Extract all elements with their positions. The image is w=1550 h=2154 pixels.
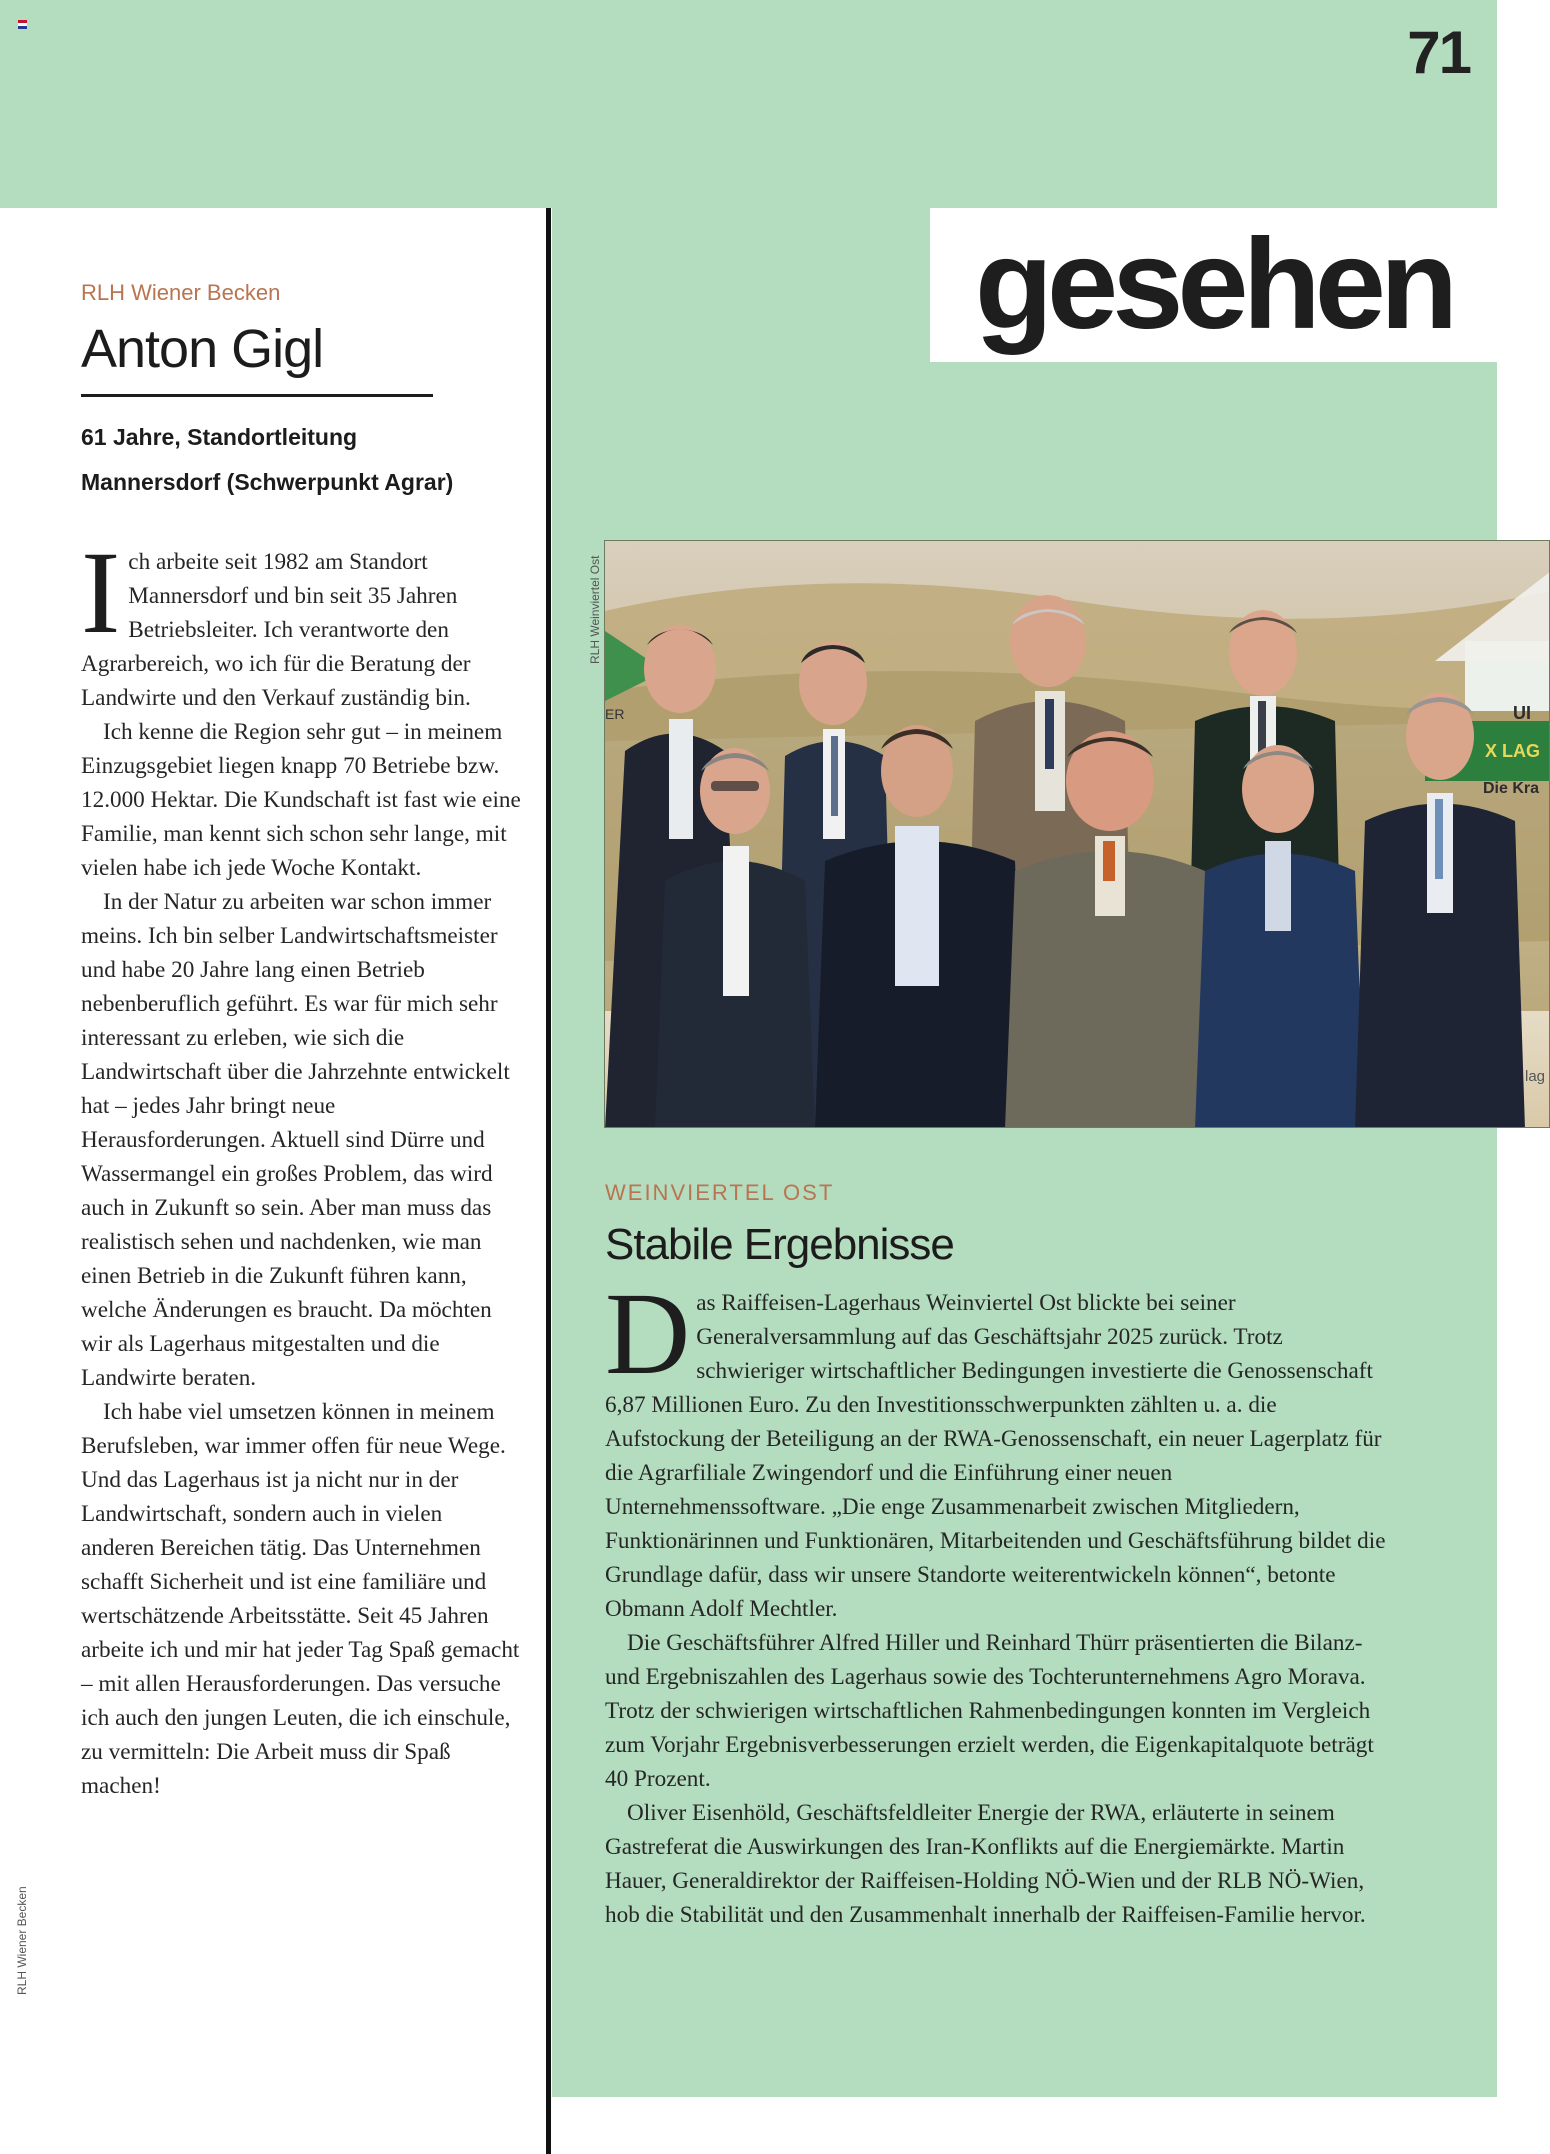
profile-kicker: RLH Wiener Becken	[81, 280, 281, 305]
banner-text: X LAG	[1485, 741, 1541, 761]
article-paragraph: Die Geschäftsführer Alfred Hiller und Reinhard Thürr präsentierten die Bilanz- und Ergebniszahlen des Lagerhaus sowie des Tochterunternehmens Agro Morava. Trotz der schwierigen wirtschaftlichen Rahmenbedingungen konnten im Vergleich zum Vorjahr Ergebnisverbesserungen erzielt werden, die Eigenkapitalquote beträgt 40 Prozent.	[605, 1630, 1374, 1792]
headline-box	[930, 208, 1497, 362]
flag-icon	[18, 20, 27, 29]
profile-paragraph: Ich habe viel umsetzen können in meinem Berufsleben, war immer offen für neue Wege. Und das Lagerhaus ist ja nicht nur in der Landwirtschaft, sondern auch in vielen anderen Bereichen tätig. Das Unternehmen schafft Sicherheit und ist eine familiäre und wertschätzende Arbeitsstätte. Seit 45 Jahren arbeite ich und mir hat jeder Tag Spaß gemacht – mit allen Herausforderungen. Das versuche ich auch den jungen Leuten, die ich einschule, zu vermitteln: Die Arbeit muss dir Spaß machen!	[81, 1399, 520, 1799]
banner-text: UI	[1513, 703, 1531, 723]
article-title: Stabile Ergebnisse	[605, 1220, 954, 1269]
banner-text: Die Kra	[1483, 780, 1540, 797]
dropcap: D	[605, 1268, 691, 1399]
column-divider	[546, 208, 551, 2154]
profile-body	[81, 527, 521, 1803]
article-paragraph: Oliver Eisenhöld, Geschäftsfeldleiter Energie der RWA, erläuterte in seinem Gastreferat die Auswirkungen des Iran-Konflikts auf die Energiemärkte. Martin Hauer, Generaldirektor der Raiffeisen-Holding NÖ-Wien und der RLB NÖ-Wien, hob die Stabilität und den Zusammenhalt innerhalb der Raiffeisen-Familie hervor.	[605, 1800, 1366, 1928]
dropcap: I	[81, 527, 121, 658]
profile-name: Anton Gigl	[81, 319, 324, 379]
name-underline	[81, 394, 433, 397]
profile-paragraph: Ich kenne die Region sehr gut – in meinem Einzugsgebiet liegen knapp 70 Betriebe bzw. 12.000 Hektar. Die Kundschaft ist fast wie eine Familie, man kennt sich schon sehr lange, mit vielen habe ich jede Woche Kontakt.	[81, 719, 521, 881]
profile-article	[81, 280, 521, 1803]
photo-credit: RLH Weinviertel Ost	[588, 555, 602, 664]
profile-meta-line1: 61 Jahre, Standortleitung	[81, 424, 358, 450]
banner-text: ER	[605, 706, 625, 722]
page-number: 71	[1407, 19, 1470, 86]
profile-paragraph	[81, 527, 521, 715]
section-headline: gesehen	[974, 213, 1453, 356]
photo-credit-left: RLH Wiener Becken	[15, 1886, 29, 1995]
profile-paragraph: In der Natur zu arbeiten war schon immer meins. Ich bin selber Landwirtschaftsmeister und habe 20 Jahre lang einen Betrieb nebenberuflich geführt. Es war für mich sehr interessant zu erleben, wie sich die Landwirtschaft über die Jahrzehnte entwickelt hat – jedes Jahr bringt neue Herausforderungen. Aktuell sind Dürre und Wassermangel ein großes Problem, das wird auch in Zukunft so sein. Aber man muss das realistisch sehen und nachdenken, wie man einen Betrieb in die Zukunft führen kann, welche Änderungen es braucht. Da möchten wir als Lagerhaus mitgestalten und die Landwirte beraten.	[81, 889, 510, 1391]
profile-meta	[81, 415, 521, 505]
article-paragraph	[605, 1268, 1395, 1626]
group-photo	[604, 540, 1550, 1128]
paragraph-text: ch arbeite seit 1982 am Standort Mannersdorf und bin seit 35 Jahren Betriebsleiter. Ich verantworte den Agrarbereich, wo ich für die Beratung der Landwirte und den Verkauf zuständig bin.	[81, 549, 471, 711]
group-photo-illustration	[605, 541, 1550, 1128]
top-green-band	[0, 0, 1497, 208]
profile-meta-line2: Mannersdorf (Schwerpunkt Agrar)	[81, 469, 454, 495]
article-body	[605, 1268, 1395, 1932]
news-article	[605, 1180, 1395, 1932]
banner-text: lag	[1525, 1068, 1546, 1085]
paragraph-text: as Raiffeisen-Lagerhaus Weinviertel Ost blickte bei seiner Generalversammlung auf das Geschäftsjahr 2025 zurück. Trotz schwieriger wirtschaftlicher Bedingungen investierte die Genossenschaft 6,87 Millionen Euro. Zu den Investitionsschwerpunkten zählten u. a. die Aufstockung der Beteiligung an der RWA-Genossenschaft, ein neuer Lagerplatz für die Agrarfiliale Zwingendorf und die Einführung einer neuen Unternehmenssoftware. „Die enge Zusammenarbeit zwischen Mitgliedern, Funktionärinnen und Funktionären, Mitarbeitenden und Geschäftsführung bildet die Grundlage dafür, dass wir unsere Standorte weiterentwickeln können“, betonte Obmann Adolf Mechtler.	[605, 1290, 1386, 1622]
article-section-label: WEINVIERTEL OST	[605, 1180, 835, 1205]
